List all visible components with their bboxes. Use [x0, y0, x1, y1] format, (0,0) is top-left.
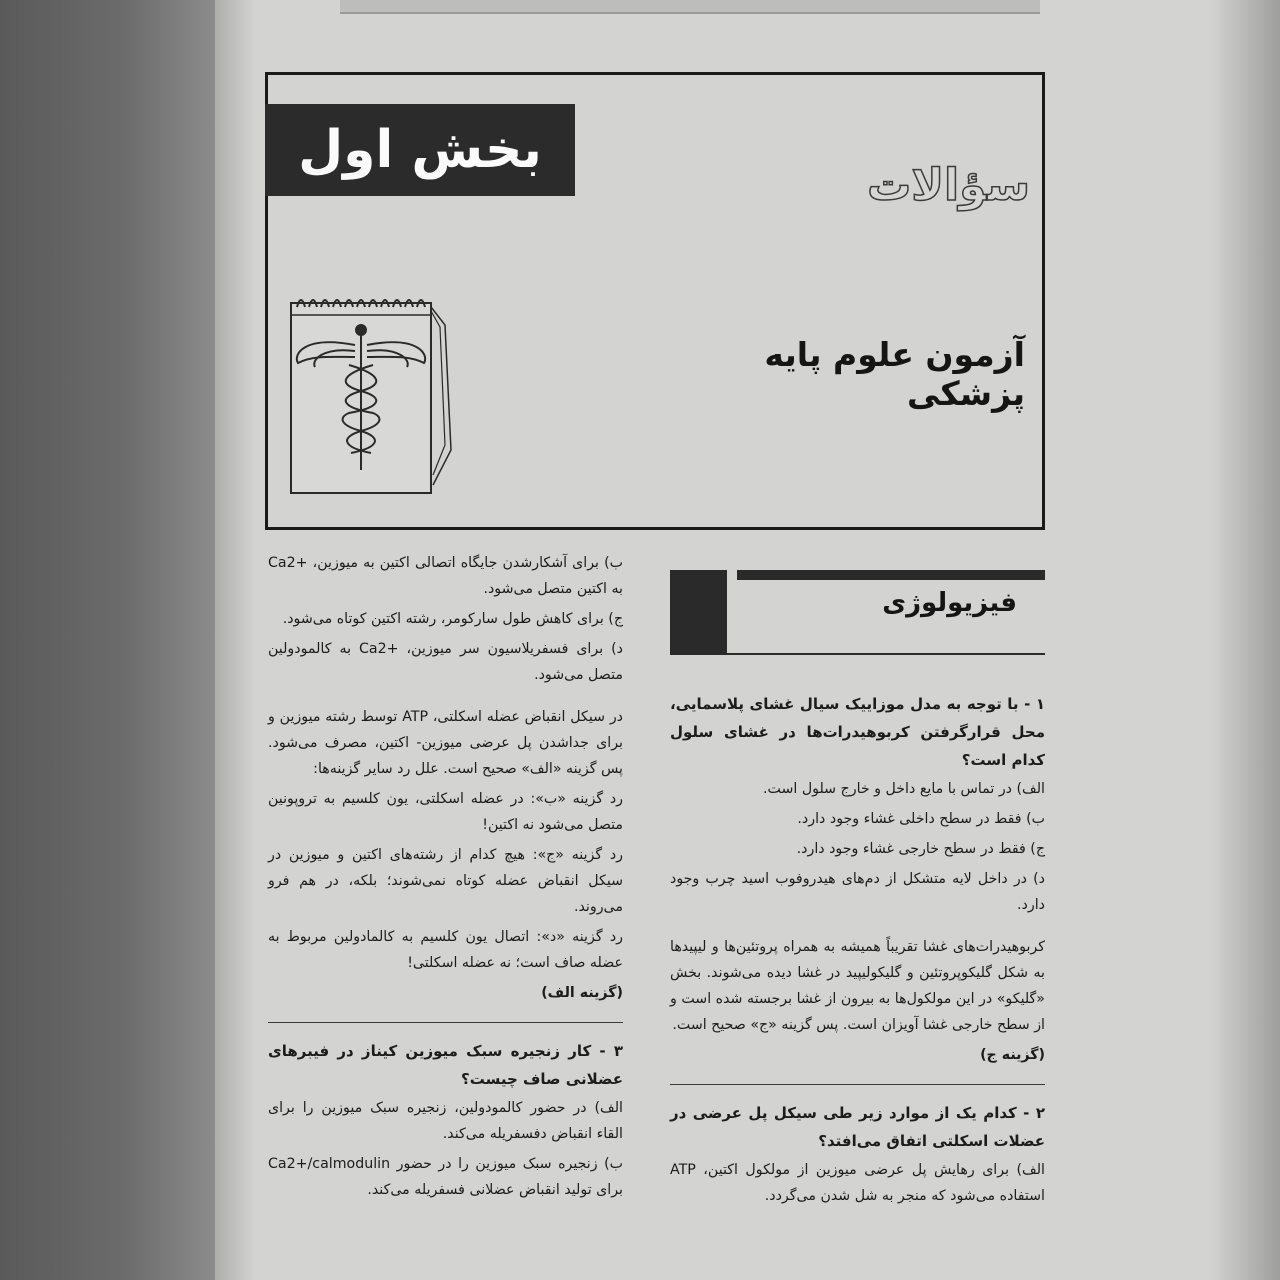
q2-option-d: د) برای فسفریلاسیون سر میوزین، +Ca2 به کالمودولین متصل می‌شود. — [268, 641, 623, 683]
q3-option-a: الف) در حضور کالمودولین، زنجیره سبک میوزین را برای القاء انقباض دفسفریله می‌کند. — [268, 1100, 623, 1142]
q2-option-b: ب) برای آشکارشدن جایگاه اتصالی اکتین به میوزین، +Ca2 به اکتین متصل می‌شود. — [268, 555, 623, 597]
question-divider — [268, 1022, 623, 1023]
page-edge-shadow — [1210, 0, 1280, 1280]
q1-option-d: د) در داخل لایه متشکل از دم‌های هیدروفوب اسید چرب وجود دارد. — [670, 871, 1045, 913]
question-3: ۳ - کار زنجیره سبک میوزین کیناز در فیبرهای عضلانی صاف چیست؟ — [268, 1042, 623, 1088]
left-column — [268, 550, 623, 1207]
q1-answer: (گزینه ج) — [980, 1047, 1045, 1063]
exam-title: آزمون علوم پایه پزشکی — [764, 335, 1025, 413]
q2-option-c: ج) برای کاهش طول سارکومر، رشته اکتین کوتاه می‌شود. — [282, 611, 623, 627]
physiology-title: فیزیولوژی — [882, 588, 1017, 618]
question-2: ۲ - کدام یک از موارد زیر طی سیکل پل عرضی در عضلات اسکلتی اتفاق می‌افتد؟ — [670, 1104, 1045, 1150]
question-1: ۱ - با توجه به مدل موزاییک سیال غشای پلاسمایی، محل قرارگرفتن کربوهیدرات‌ها در غشای سلول کدام است؟ — [670, 695, 1045, 769]
q1-explanation: کربوهیدرات‌های غشا تقریباً همیشه به همراه پروتئین‌ها و لیپیدها به شکل گلیکوپروتئین و گلیکولیپید در غشا دیده می‌شوند. بخش «گلیکو» در این مولکول‌ها به بیرون از غشا برجسته شده است و از سطح خارجی غشا آویزان است. پس گزینه «ج» صحیح است. — [670, 939, 1045, 1033]
q2-reject-d: رد گزینه «د»: اتصال یون کلسیم به کالمادولین مربوط به عضله صاف است؛ نه عضله اسکلتی! — [268, 929, 623, 971]
previous-page-edge — [340, 0, 1040, 14]
heading-top-bar — [737, 570, 1045, 580]
page-gutter-shadow — [215, 0, 255, 1280]
heading-underline — [670, 653, 1045, 655]
q2-reject-c: رد گزینه «ج»: هیچ کدام از رشته‌های اکتین و میوزین در سیکل انقباض عضله کوتاه نمی‌شوند؛ بلکه، در هم فرو می‌روند. — [268, 847, 623, 915]
question-divider — [670, 1084, 1045, 1085]
q1-option-c: ج) فقط در سطح خارجی غشاء وجود دارد. — [796, 841, 1045, 857]
physiology-heading — [670, 570, 1045, 654]
q2-reject-b: رد گزینه «ب»: در عضله اسکلتی، یون کلسیم به تروپونین متصل می‌شود نه اکتین! — [268, 791, 623, 833]
q3-option-b: ب) زنجیره سبک میوزین را در حضور Ca2+/calmodulin برای تولید انقباض عضلانی فسفریله می‌کند. — [268, 1156, 623, 1198]
heading-dark-block — [670, 570, 727, 654]
q1-option-a: الف) در تماس با مایع داخل و خارج سلول است. — [763, 781, 1045, 797]
caduceus-notepad-icon — [283, 285, 458, 495]
q2-answer: (گزینه الف) — [541, 985, 623, 1001]
q1-option-b: ب) فقط در سطح داخلی غشاء وجود دارد. — [797, 811, 1045, 827]
right-column — [670, 690, 1045, 1213]
q2-option-a: الف) برای رهایش پل عرضی میوزین از مولکول اکتین، ATP استفاده می‌شود که منجر به شل شدن می‌گردد. — [670, 1162, 1045, 1204]
book-spine — [0, 0, 222, 1280]
q2-explanation: در سیکل انقباض عضله اسکلتی، ATP توسط رشته میوزین و برای جداشدن پل عرضی میوزین- اکتین، مصرف می‌شود. پس گزینه «الف» صحیح است. علل رد سایر گزینه‌ها: — [268, 709, 623, 777]
questions-label: سؤالات — [867, 160, 1030, 211]
section-label: بخش اول — [265, 104, 575, 196]
